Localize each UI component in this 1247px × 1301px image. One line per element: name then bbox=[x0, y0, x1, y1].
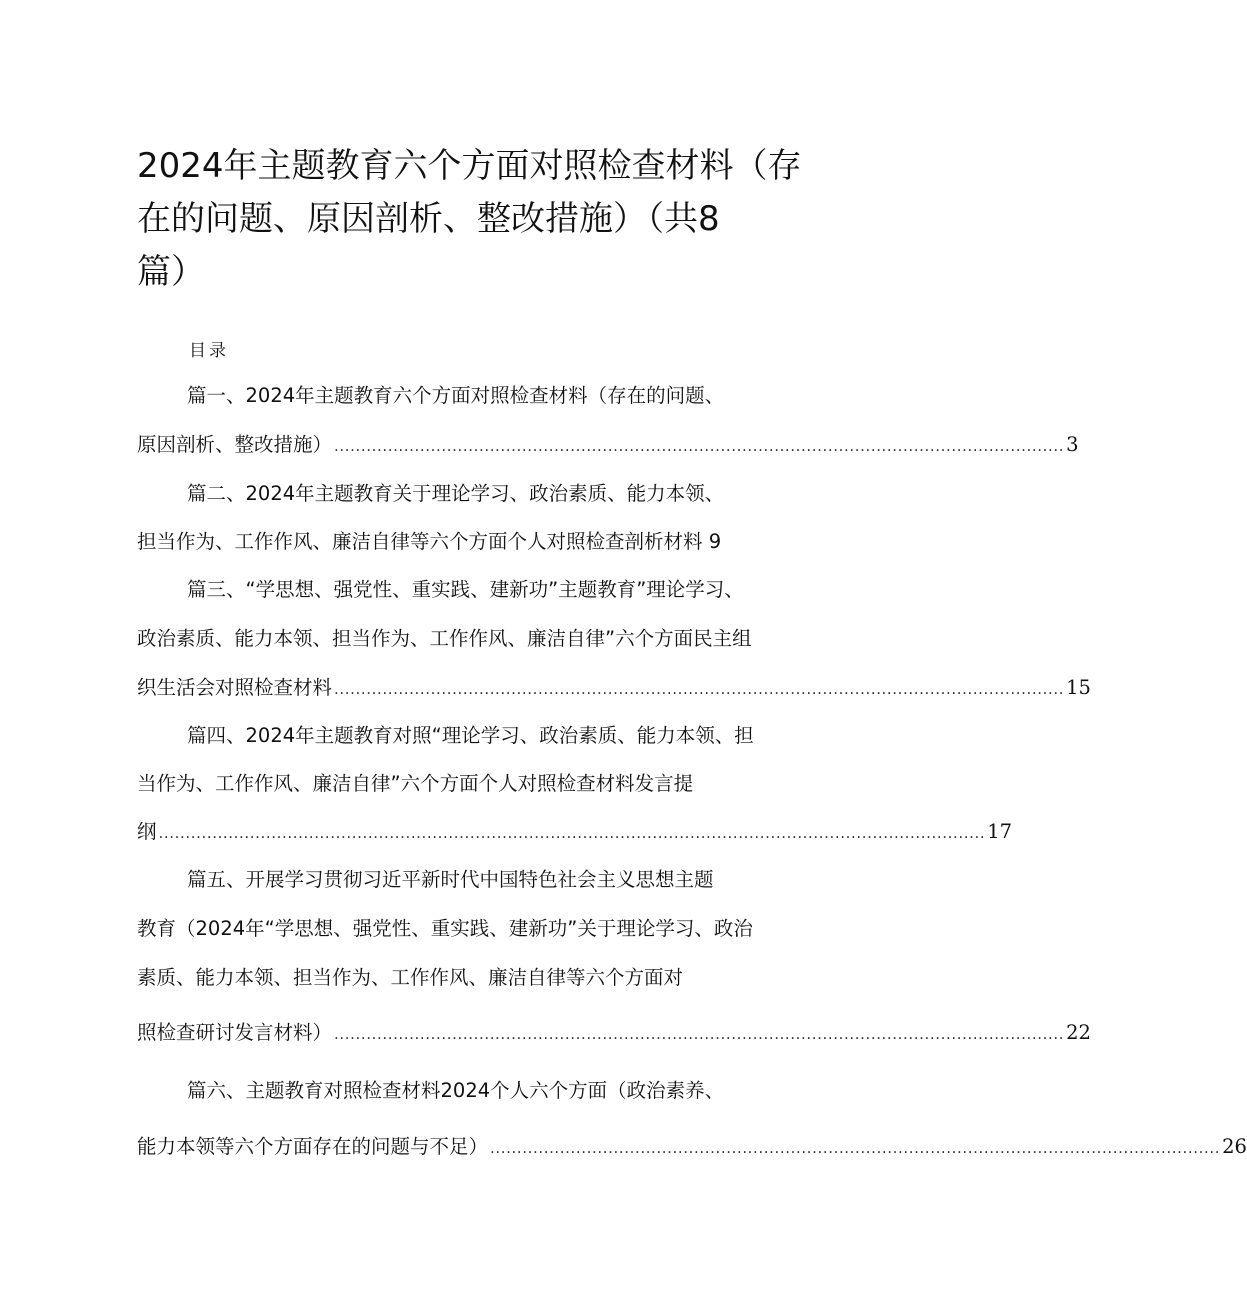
dot-leader: ........................................................................................................................................ bbox=[334, 437, 1065, 455]
toc-entry-2-last-line[interactable]: 担当作为、工作作风、廉洁自律等六个方面个人对照检查剖析材料 9 bbox=[137, 530, 722, 553]
toc-entry-3-page: 15 bbox=[1066, 676, 1091, 699]
dot-leader: ........................................................................................................................................ bbox=[334, 680, 1065, 698]
toc-entry-5-last-line[interactable] bbox=[137, 1018, 1091, 1048]
toc-entry-3-text: 织生活会对照检查材料 bbox=[137, 676, 333, 699]
toc-entry-1-line-1[interactable]: 篇一、2024年主题教育六个方面对照检查材料（存在的问题、 bbox=[187, 384, 725, 407]
toc-entry-1-page: 3 bbox=[1066, 433, 1079, 456]
toc-entry-6-line-1[interactable]: 篇六、主题教育对照检查材料2024个人六个方面（政治素养、 bbox=[187, 1079, 725, 1102]
toc-heading: 目录 bbox=[189, 341, 229, 361]
document-title bbox=[137, 140, 802, 299]
toc-entry-5-page: 22 bbox=[1066, 1021, 1091, 1044]
toc-entry-5-line-2[interactable]: 教育（2024年“学思想、强党性、重实践、建新功”关于理论学习、政治 bbox=[137, 917, 753, 940]
toc-entry-1-last-line[interactable] bbox=[137, 430, 1079, 460]
toc-entry-4-line-2[interactable]: 当作为、工作作风、廉洁自律”六个方面个人对照检查材料发言提 bbox=[137, 772, 694, 795]
title-line-2: 在的问题、原因剖析、整改措施）（共8 bbox=[137, 199, 720, 239]
toc-entry-3-line-2[interactable]: 政治素质、能力本领、担当作为、工作作风、廉洁自律”六个方面民主组 bbox=[137, 627, 752, 650]
toc-entry-5-line-3[interactable]: 素质、能力本领、担当作为、工作作风、廉洁自律等六个方面对 bbox=[137, 966, 684, 989]
toc-entry-4-line-1[interactable]: 篇四、2024年主题教育对照“理论学习、政治素质、能力本领、担 bbox=[187, 724, 754, 747]
toc-entry-2-line-1[interactable]: 篇二、2024年主题教育关于理论学习、政治素质、能力本领、 bbox=[187, 482, 725, 505]
title-line-1: 2024年主题教育六个方面对照检查材料（存 bbox=[137, 146, 802, 186]
dot-leader: ........................................................................................................................................ bbox=[334, 1025, 1065, 1043]
toc-entry-5-line-1[interactable]: 篇五、开展学习贯彻习近平新时代中国特色社会主义思想主题 bbox=[187, 868, 714, 891]
dot-leader: .......................................................................................................................................................... bbox=[158, 824, 986, 842]
toc-entry-6-text: 能力本领等六个方面存在的问题与不足） bbox=[137, 1135, 489, 1158]
toc-entry-3-line-1[interactable]: 篇三、“学思想、强党性、重实践、建新功”主题教育”理论学习、 bbox=[187, 578, 744, 601]
toc-entry-4-last-line[interactable] bbox=[137, 817, 1013, 847]
toc-entry-6-last-line[interactable] bbox=[137, 1132, 1247, 1162]
toc-entry-5-text: 照检查研讨发言材料） bbox=[137, 1021, 333, 1044]
toc-entry-1-text: 原因剖析、整改措施） bbox=[137, 433, 333, 456]
toc-entry-3-last-line[interactable] bbox=[137, 673, 1091, 703]
toc-entry-4-page: 17 bbox=[987, 820, 1013, 843]
title-line-3: 篇） bbox=[137, 252, 205, 292]
toc-entry-6-page: 26 bbox=[1222, 1135, 1247, 1158]
dot-leader: ........................................................................................................................................ bbox=[490, 1139, 1221, 1157]
toc-entry-4-text: 纲 bbox=[137, 820, 157, 843]
